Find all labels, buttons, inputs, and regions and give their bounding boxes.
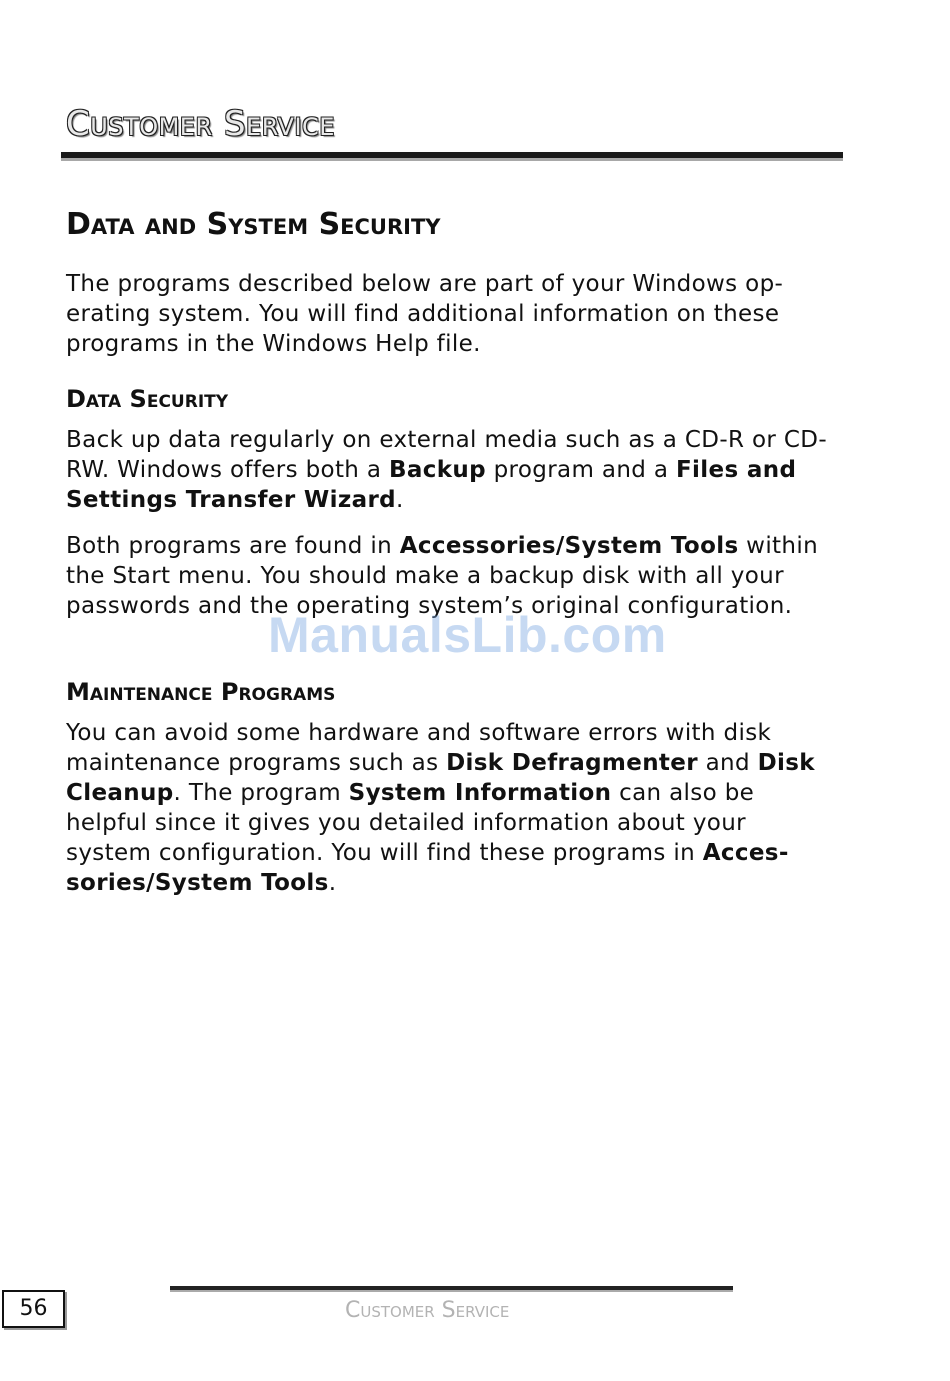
text-run: You can avoid some hardware and software errors with disk maintenance programs such as <box>66 720 772 777</box>
text-run: within the Start menu. You should make a backup disk with all your passwords and the operating system’s original configuration. <box>66 533 819 620</box>
watermark: ManualsLib.com <box>268 607 667 663</box>
bold-term-defragmenter: Disk Defragmenter <box>446 750 698 777</box>
section-title: Data and System Security <box>66 207 441 242</box>
text-run: . <box>395 487 404 514</box>
bold-term-transfer-wizard: Files and Settings Transfer Wizard <box>66 457 797 514</box>
text-run: . <box>328 870 337 897</box>
running-footer-title: Customer Service <box>345 1298 510 1323</box>
text-run: can also be helpful since it gives you detailed information about your system configuration. You will find these programs in <box>66 780 755 867</box>
chapter-title-rule <box>61 152 843 158</box>
chapter-title: Customer Service <box>66 104 335 144</box>
bold-term-backup: Backup <box>389 457 486 484</box>
page-number: 56 <box>2 1290 65 1328</box>
footer-rule <box>170 1286 733 1290</box>
text-run: Back up data regularly on external media such as a CD-R or CD-RW. Windows offers both a <box>66 427 828 484</box>
data-security-paragraph-1 <box>66 425 836 515</box>
maintenance-paragraph <box>66 718 836 899</box>
text-run: and <box>697 750 758 777</box>
data-security-heading: Data Security <box>66 385 229 413</box>
bold-term-system-information: System Information <box>348 780 612 807</box>
bold-term-system-tools-path: Accessories/System Tools <box>399 533 739 559</box>
text-run: . The program <box>173 780 349 807</box>
text-run: Both programs are found in <box>66 533 400 559</box>
bold-term-system-tools-path: Acces- sories/System Tools <box>66 840 789 897</box>
text-run: program and a <box>485 457 676 484</box>
intro-paragraph: The programs described below are part of your Windows op- erating system. You will find additional information on these programs in the Windows Help file. <box>66 271 784 358</box>
bold-term-disk-cleanup: Disk Cleanup <box>66 750 815 807</box>
maintenance-heading: Maintenance Programs <box>66 678 336 706</box>
